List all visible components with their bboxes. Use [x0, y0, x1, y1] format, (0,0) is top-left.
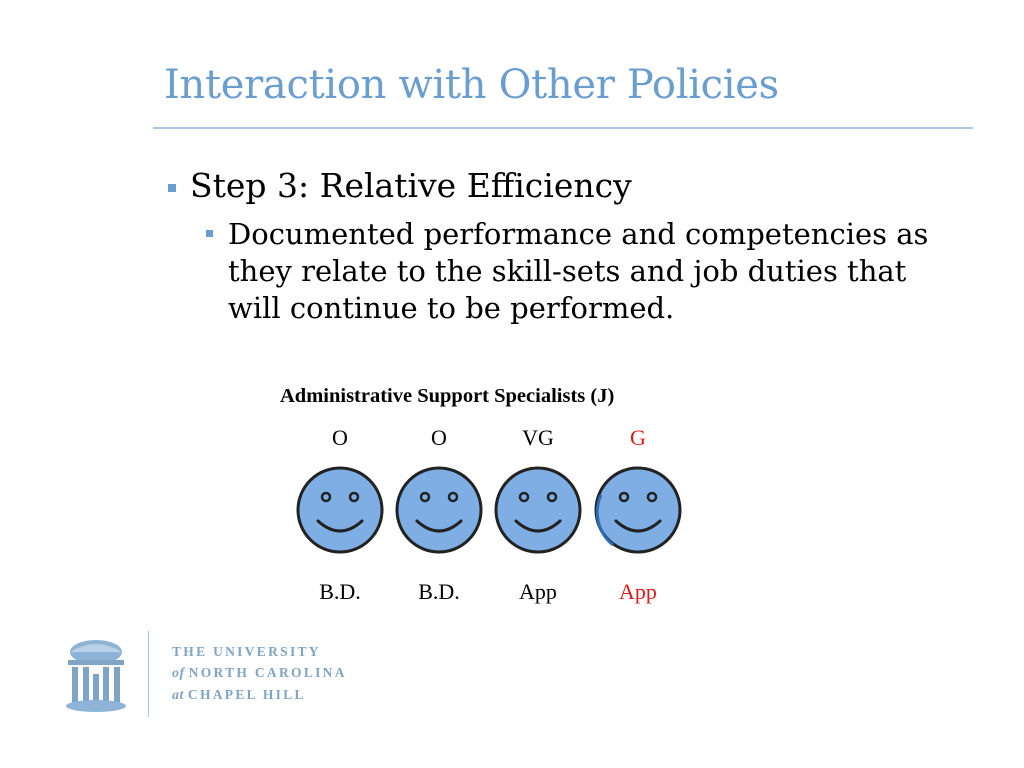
logo-divider	[148, 631, 149, 717]
rating-label: O	[332, 425, 348, 450]
bullet-square-icon	[168, 184, 176, 192]
wordmark-prefix: at	[172, 688, 184, 703]
status-label: B.D.	[319, 579, 361, 604]
diagram-title: Administrative Support Specialists (J)	[280, 385, 615, 407]
title-divider	[153, 127, 973, 129]
rating-label: O	[431, 425, 447, 450]
bullet-level2	[206, 216, 966, 327]
wordmark-text: NORTH CAROLINA	[188, 665, 347, 680]
smiley-face-icon	[593, 465, 683, 555]
rating-label: VG	[522, 425, 554, 450]
bullet-level2-text: Documented performance and competencies as they relate to the skill-sets and job duties that will continue to be performed.	[228, 217, 929, 325]
face-unit	[488, 423, 588, 606]
smiley-face-icon	[493, 465, 583, 555]
rating-label: G	[630, 425, 646, 450]
wordmark-prefix: of	[172, 666, 185, 681]
old-well-icon	[64, 634, 128, 714]
bullet-level1-text: Step 3: Relative Efficiency	[190, 166, 632, 205]
university-wordmark	[172, 641, 347, 706]
wordmark-text: CHAPEL HILL	[187, 687, 306, 702]
face-unit-highlighted	[588, 423, 688, 606]
bullet-square-icon	[206, 230, 213, 237]
wordmark-line3	[172, 684, 347, 706]
wordmark-line1: THE UNIVERSITY	[172, 644, 321, 659]
face-unit	[290, 423, 390, 606]
slide-title: Interaction with Other Policies	[164, 62, 779, 108]
status-label: App	[619, 579, 657, 604]
smiley-face-icon	[394, 465, 484, 555]
face-unit	[389, 423, 489, 606]
bullet-level1	[168, 166, 632, 205]
smiley-face-icon	[295, 465, 385, 555]
status-label: App	[519, 579, 557, 604]
wordmark-line2	[172, 662, 347, 684]
status-label: B.D.	[418, 579, 460, 604]
